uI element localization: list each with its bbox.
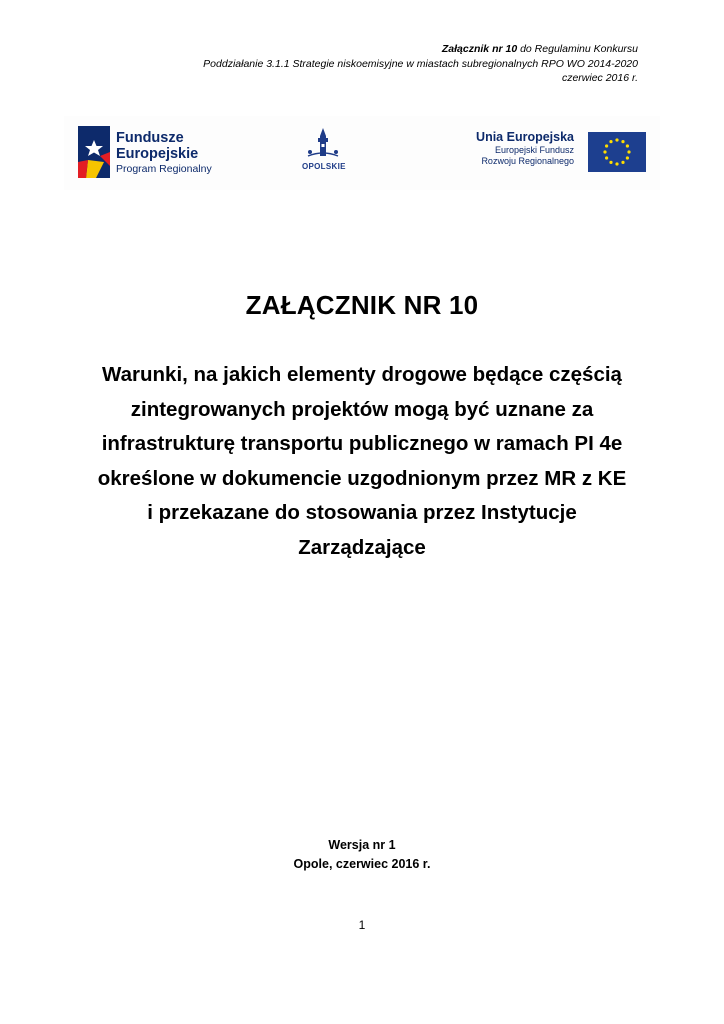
version-number: Wersja nr 1 bbox=[328, 838, 396, 852]
header-line-2: Poddziałanie 3.1.1 Strategie niskoemisyjne w miastach subregionalnych RPO WO 2014-2020 bbox=[203, 57, 638, 70]
fe-title-line-1: Fundusze bbox=[116, 130, 184, 146]
header-annex-label: Załącznik nr 10 bbox=[441, 43, 518, 55]
title-line: infrastrukturę transportu publicznego w ramach PI 4e bbox=[101, 432, 623, 455]
title-line: określone w dokumencie uzgodnionym przez MR z KE bbox=[97, 466, 627, 490]
annex-title: ZAŁĄCZNIK NR 10 bbox=[245, 290, 479, 320]
fe-star-icon bbox=[78, 126, 110, 178]
unia-europejska-logo bbox=[470, 130, 646, 174]
header-annex-rest: do Regulaminu Konkursu bbox=[517, 43, 638, 55]
title-line: zintegrowanych projektów mogą być uznane za bbox=[130, 397, 594, 421]
version-block bbox=[0, 836, 724, 874]
fundusze-europejskie-logo bbox=[78, 126, 238, 182]
eu-flag-icon bbox=[588, 132, 646, 172]
opolskie-wordmark: OPOLSKIE bbox=[302, 162, 346, 171]
eu-text-block bbox=[470, 130, 574, 167]
title-line: Warunki, na jakich elementy drogowe będące częścią bbox=[102, 363, 622, 386]
eu-sub-line-1: Europejski Fundusz bbox=[494, 145, 574, 155]
eu-sub-line-2: Rozwoju Regionalnego bbox=[481, 156, 574, 166]
header-line-1 bbox=[203, 42, 638, 57]
fe-title-line-2: Europejskie bbox=[116, 146, 199, 162]
header-line-3: czerwiec 2016 r. bbox=[561, 72, 638, 84]
fe-subtitle: Program Regionalny bbox=[116, 163, 212, 175]
page-header bbox=[203, 42, 638, 86]
opolskie-logo bbox=[302, 126, 372, 182]
place-date: Opole, czerwiec 2016 r. bbox=[293, 857, 431, 871]
title-line: Zarządzające bbox=[298, 535, 426, 559]
logo-band bbox=[64, 116, 660, 190]
page-number: 1 bbox=[358, 918, 366, 932]
document-main-title bbox=[80, 358, 644, 565]
fe-text-block bbox=[116, 130, 212, 176]
opolskie-tower-icon bbox=[302, 126, 372, 162]
title-line: i przekazane do stosowania przez Instytucje bbox=[147, 501, 577, 524]
eu-title: Unia Europejska bbox=[476, 130, 574, 144]
